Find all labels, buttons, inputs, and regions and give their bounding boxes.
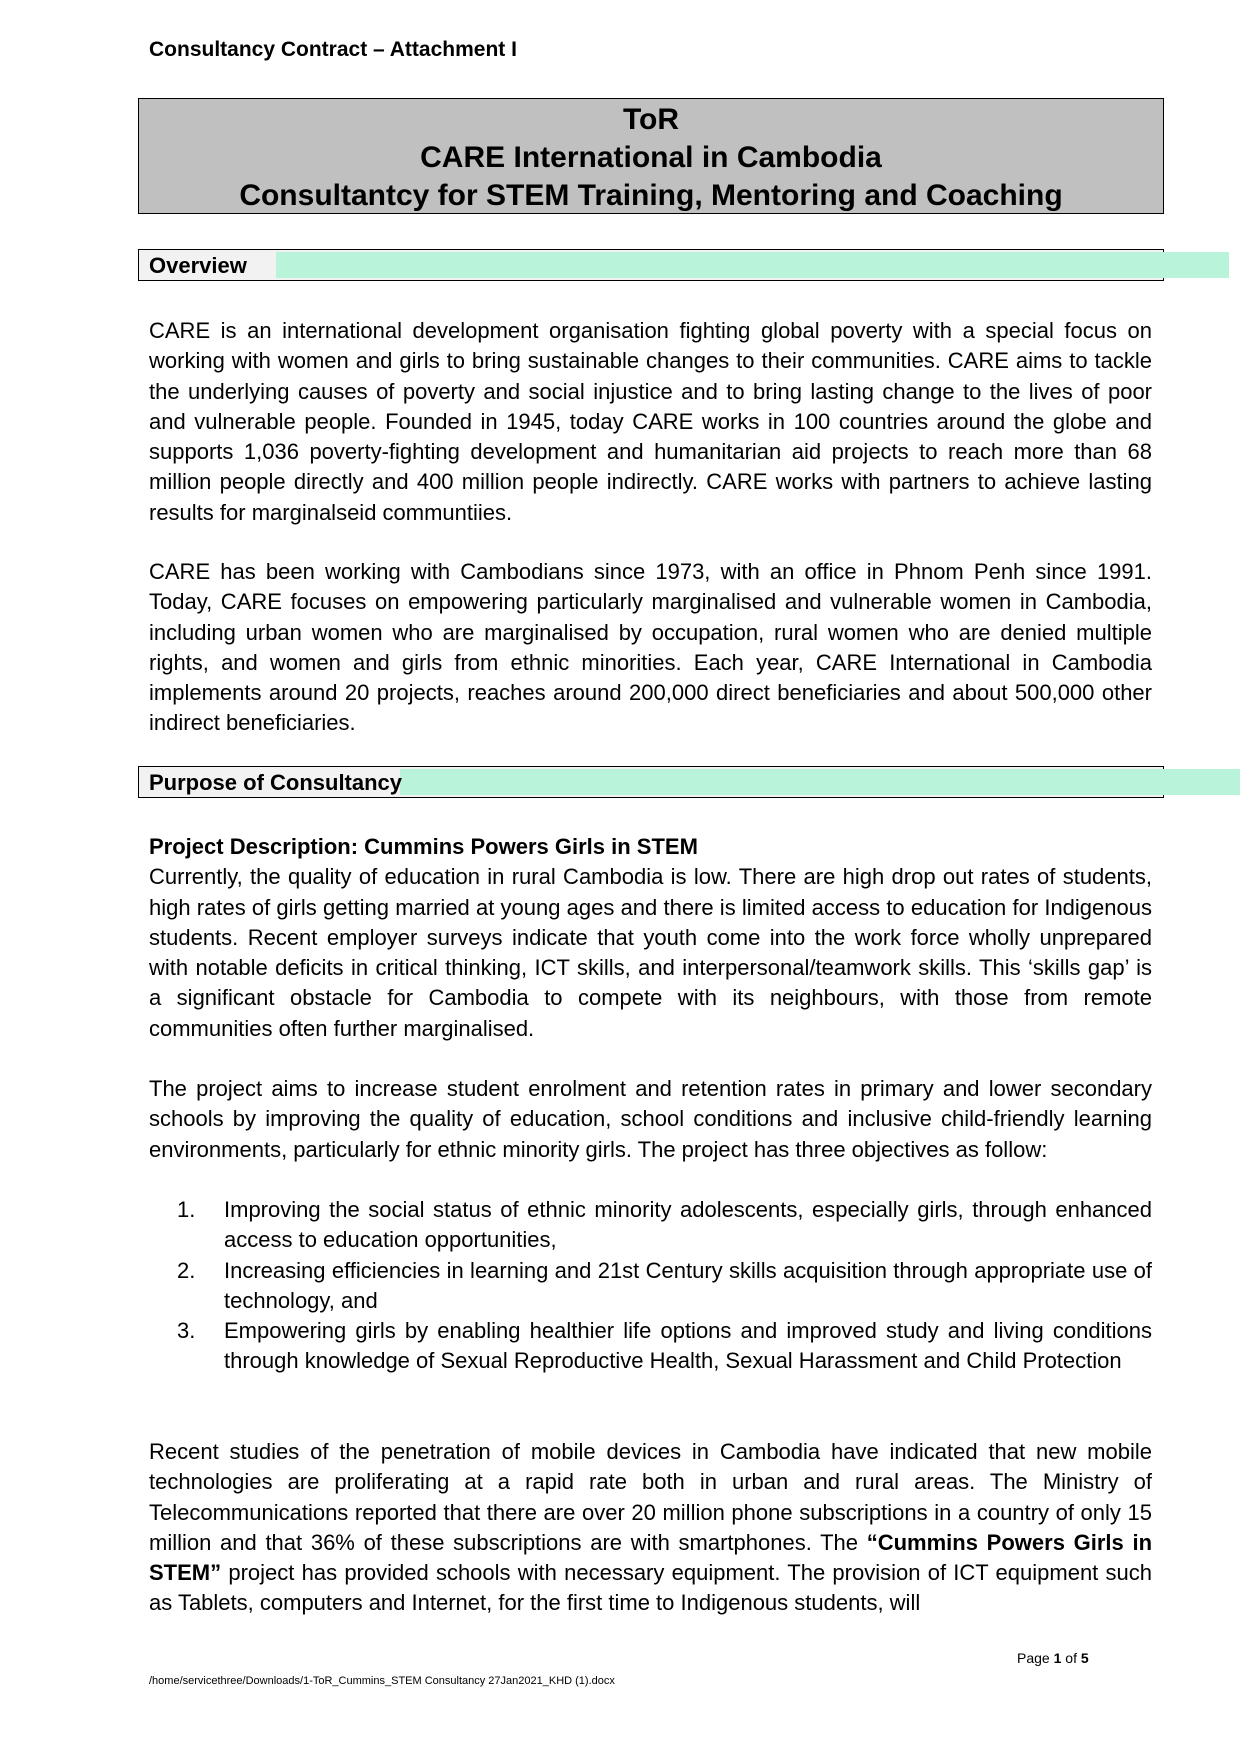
section-bar-highlight — [276, 252, 1229, 278]
title-line-consultancy: Consultantcy for STEM Training, Mentoring and Coaching — [239, 179, 1063, 212]
purpose-paragraph-2: The project aims to increase student enrolment and retention rates in primary and lower secondary schools by improving the quality of education, school conditions and inclusive child-friendly learning environments, particularly for ethnic minority girls. The project has three objectives as follow: — [149, 1076, 1152, 1162]
project-description — [149, 832, 1152, 1044]
title-box — [138, 98, 1164, 214]
list-item: 2. Increasing efficiencies in learning and 21st Century skills acquisition through appropriate use of technology, and — [177, 1257, 1152, 1313]
title-line-organisation: CARE International in Cambodia — [420, 141, 882, 174]
section-label-purpose: Purpose of Consultancy — [149, 770, 403, 795]
purpose-paragraph-1: Currently, the quality of education in rural Cambodia is low. There are high drop out rates of students, high rates of girls getting married at young ages and there is limited access to education for Indigenous students. Recent employer surveys indicate that youth come into the work force wholly unprepared with notable deficits in critical thinking, ICT skills, and interpersonal/teamwork skills. This ‘skills gap’ is a significant obstacle for Cambodia to compete with its neighbours, with those from remote communities often further marginalised. — [149, 864, 1152, 1041]
objectives-list — [149, 1195, 1152, 1377]
section-bar-overview — [138, 249, 1164, 281]
document-header: Consultancy Contract – Attachment I — [149, 38, 517, 61]
overview-paragraph-2: CARE has been working with Cambodians since 1973, with an office in Phnom Penh since 1991. Today, CARE focuses on empowering particularly marginalised and vulnerable women in Cambodia, including urban women who are marginalised by occupation, rural women who are denied multiple rights, and women and girls from ethnic minorities. Each year, CARE International in Cambodia implements around 20 projects, reaches around 200,000 direct beneficiaries and about 500,000 other indirect beneficiaries. — [149, 559, 1152, 736]
title-line-tor: ToR — [622, 103, 680, 136]
overview-paragraph-1: CARE is an international development organisation fighting global poverty with a special focus on working with women and girls to bring sustainable changes to their communities. CARE aims to tackle the underlying causes of poverty and social injustice and to bring lasting change to the lives of poor and vulnerable people. Founded in 1945, today CARE works in 100 countries around the globe and supports 1,036 poverty-fighting development and humanitarian aid projects to reach more than 68 million people directly and 400 million people indirectly. CARE works with partners to achieve lasting results for marginalseid communtiies. — [149, 318, 1152, 525]
list-item: 1. Improving the social status of ethnic minority adolescents, especially girls, through enhanced access to education opportunities, — [177, 1197, 1152, 1253]
file-path: /home/servicethree/Downloads/1-ToR_Cummins_STEM Consultancy 27Jan2021_KHD (1).docx — [149, 1675, 615, 1687]
section-label-overview: Overview — [149, 253, 247, 278]
section-bar-purpose — [138, 766, 1164, 798]
section-bar-highlight — [400, 769, 1240, 795]
page-number: Page 1 of 5 — [1017, 1650, 1089, 1666]
purpose-paragraph-3: Recent studies of the penetration of mobile devices in Cambodia have indicated that new mobile technologies are proliferating at a rapid rate both in urban and rural areas. The Ministry of Telecommunications reported that there are over 20 million phone subscriptions in a country of only 15 million and that 36% of these subscriptions are with smartphones. The “Cummins Powers Girls in STEM” project has provided schools with necessary equipment. The provision of ICT equipment such as Tablets, computers and Internet, for the first time to Indigenous students, will — [149, 1439, 1153, 1616]
list-item: 3. Empowering girls by enabling healthier life options and improved study and living conditions through knowledge of Sexual Reproductive Health, Sexual Harassment and Child Protection — [177, 1318, 1152, 1374]
project-name-bold: “Cummins Powers Girls in STEM” — [149, 1529, 1153, 1586]
project-description-heading: Project Description: Cummins Powers Girls in STEM — [149, 834, 698, 859]
